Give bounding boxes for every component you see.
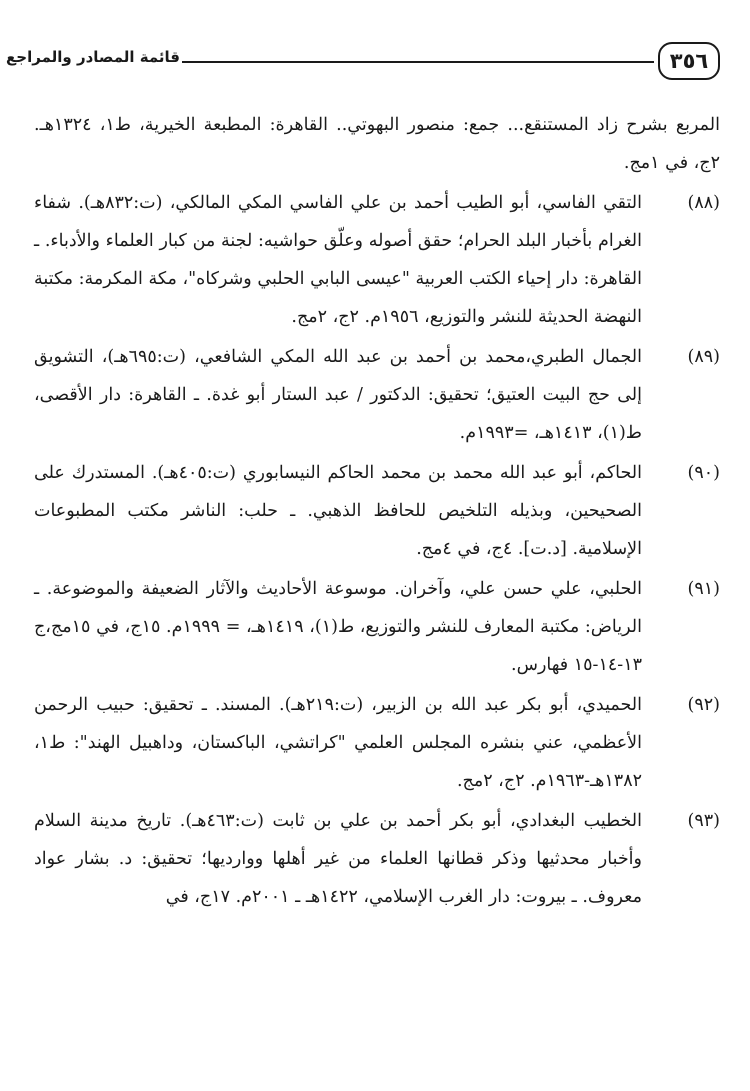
bibliography-list [34, 106, 720, 918]
entry-number: (٩٠) [687, 463, 720, 483]
entry-text: الحميدي، أبو بكر عبد الله بن الزبير، (ت:٢١٩هـ). المسند. ـ تحقيق: حبيب الرحمن الأعظمي، عني بنشره المجلس العلمي "كراتشي، الباكستان، وداهبيل الهند": ط١، ١٣٨٢هـ-١٩٦٣م. ٢ج، ٢مج. [34, 695, 642, 791]
entry-text: المربع بشرح زاد المستنقع... جمع: منصور البهوتي.. القاهرة: المطبعة الخيرية، ط١، ١٣٢٤هـ. ٢ج، في ١مج. [34, 115, 720, 173]
entry-text: الجمال الطبري،محمد بن أحمد بن عبد الله المكي الشافعي، (ت:٦٩٥هـ)، التشويق إلى حج البيت العتيق؛ تحقيق: الدكتور / عبد الستار أبو غدة. ـ القاهرة: دار الأقصى، ط(١)، ١٤١٣هـ، =١٩٩٣م. [34, 347, 642, 443]
entry-number: (٩٢) [687, 695, 720, 715]
running-title: قائمة المصادر والمراجع [6, 48, 180, 66]
bibliography-entry-88 [34, 184, 720, 336]
entry-number: (٨٨) [687, 193, 720, 213]
bibliography-entry-93 [34, 802, 720, 916]
header-rule [182, 61, 654, 63]
entry-number: (٩١) [687, 579, 720, 599]
entry-text: الخطيب البغدادي، أبو بكر أحمد بن علي بن ثابت (ت:٤٦٣هـ). تاريخ مدينة السلام وأخبار محدثيها وذكر قطانها العلماء من غير أهلها ووارديها؛ تحقيق: د. بشار عواد معروف. ـ بيروت: دار الغرب الإسلامي، ١٤٢٢هـ ـ ٢٠٠١م. ١٧ج، في [34, 811, 642, 907]
entry-text: التقي الفاسي، أبو الطيب أحمد بن علي الفاسي المكي المالكي، (ت:٨٣٢هـ). شفاء الغرام بأخبار البلد الحرام؛ حقق أصوله وعلّق حواشيه: لجنة من كبار العلماء والأدباء. ـ القاهرة: دار إحياء الكتب العربية "عيسى البابي الحلبي وشركاه"، مكة المكرمة: مكتبة النهضة الحديثة للنشر والتوزيع، ١٩٥٦م. ٢ج، ٢مج. [34, 193, 642, 327]
bibliography-entry-90 [34, 454, 720, 568]
entry-number: (٨٩) [687, 347, 720, 367]
bibliography-entry-89 [34, 338, 720, 452]
page-number: ٣٥٦ [658, 42, 720, 80]
entry-text: الحلبي، علي حسن علي، وآخران. موسوعة الأحاديث والآثار الضعيفة والموضوعة. ـ الرياض: مكتبة المعارف للنشر والتوزيع، ط(١)، ١٤١٩هـ، = ١٩٩٩م. ١٥ج، في ١٥مج،ج ١٣-١٤-١٥ فهارس. [34, 579, 642, 675]
page-header [6, 42, 720, 86]
bibliography-entry-91 [34, 570, 720, 684]
entry-number: (٩٣) [687, 811, 720, 831]
entry-text: الحاكم، أبو عبد الله محمد بن محمد الحاكم النيسابوري (ت:٤٠٥هـ). المستدرك على الصحيحين، وبذيله التلخيص للحافظ الذهبي. ـ حلب: الناشر مكتب المطبوعات الإسلامية. [د.ت]. ٤ج، في ٤مج. [34, 463, 642, 559]
bibliography-entry-92 [34, 686, 720, 800]
bibliography-entry-continued [34, 106, 720, 182]
